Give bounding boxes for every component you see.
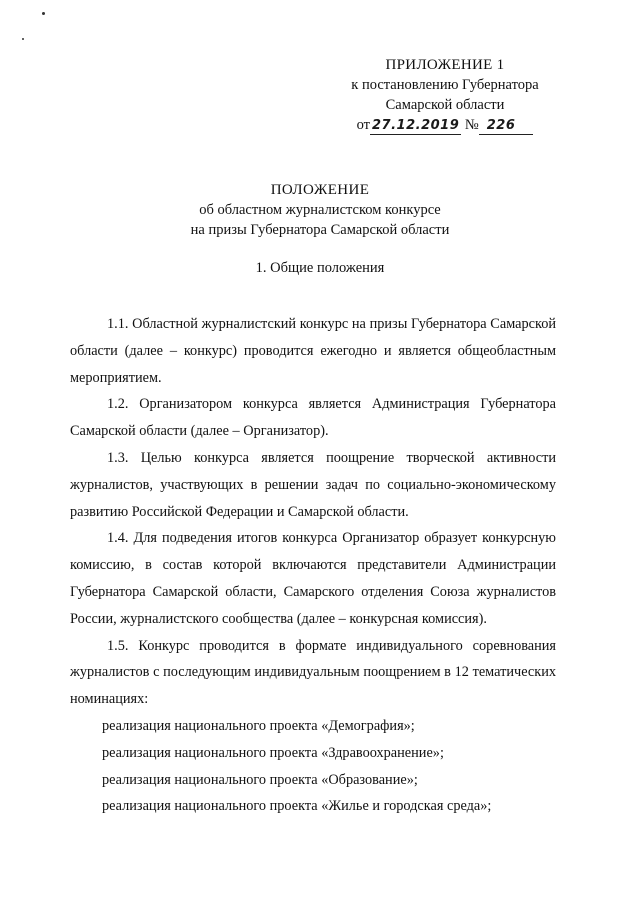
- scan-speck: [22, 38, 24, 40]
- nomination-item: реализация национального проекта «Образование»;: [102, 771, 418, 788]
- handwritten-number: 226: [479, 118, 534, 135]
- document-subtitle-line1: об областном журналистском конкурсе: [199, 202, 441, 218]
- document-body: [70, 311, 556, 820]
- document-subtitle-line2: на призы Губернатора Самарской области: [190, 222, 450, 238]
- from-label: от: [356, 117, 371, 133]
- nomination-item: реализация национального проекта «Демография»;: [102, 717, 415, 734]
- section-title: 1. Общие положения: [255, 260, 385, 276]
- document-heading: ПОЛОЖЕНИЕ: [270, 182, 370, 198]
- handwritten-date: 27.12.2019: [372, 118, 460, 133]
- appendix-date-number-line: [357, 115, 534, 135]
- nomination-item: реализация национального проекта «Жилье и городская среда»;: [102, 798, 492, 815]
- paragraph-1-3: 1.3. Целью конкурса является поощрение творческой активности журналистов, участвующих в решении задач по социально-экономическому развитию Российской Федерации и Самарской области.: [70, 449, 556, 520]
- nomination-item: реализация национального проекта «Здравоохранение»;: [102, 744, 444, 761]
- scan-speck: [42, 12, 45, 15]
- number-label: №: [464, 117, 479, 133]
- paragraph-1-4: 1.4. Для подведения итогов конкурса Организатор образует конкурсную комиссию, в состав которой включаются представители Администрации Губернатора Самарской области, Самарского отделения Союза журналистов России, журналистского сообщества (далее – конкурсная комиссия).: [70, 530, 556, 627]
- appendix-block: [330, 55, 560, 135]
- paragraph-1-5: 1.5. Конкурс проводится в формате индивидуального соревнования журналистов с последующим индивидуальным поощрением в 12 тематических номинациях:: [70, 637, 556, 708]
- document-title: [0, 180, 640, 240]
- appendix-line-decree: к постановлению Губернатора: [351, 77, 539, 93]
- paragraph-1-1: 1.1. Областной журналистский конкурс на призы Губернатора Самарской области (далее – конкурс) проводится ежегодно и является общеобластным мероприятием.: [70, 316, 556, 386]
- appendix-title: ПРИЛОЖЕНИЕ 1: [385, 57, 505, 73]
- paragraph-1-2: 1.2. Организатором конкурса является Администрация Губернатора Самарской области (далее – Организатор).: [70, 396, 556, 440]
- appendix-line-region: Самарской области: [385, 97, 505, 113]
